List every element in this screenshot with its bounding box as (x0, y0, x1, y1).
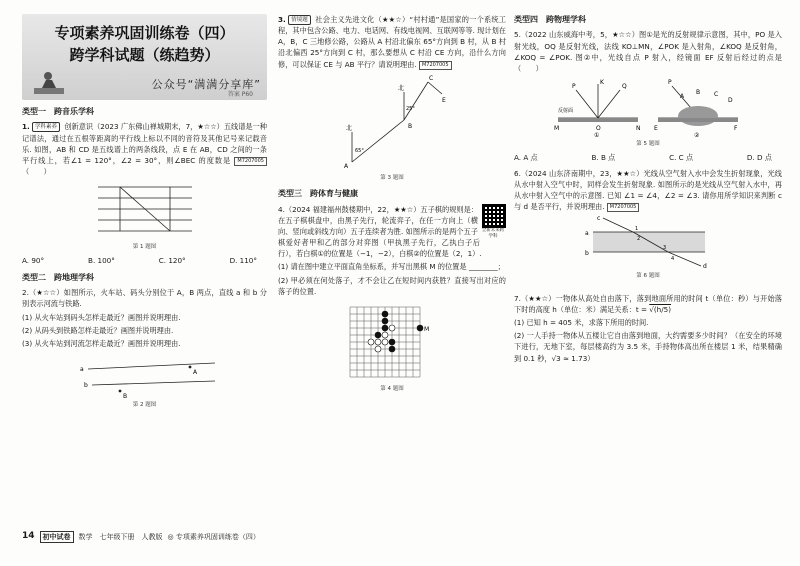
north-label-a: 北 (346, 124, 353, 132)
black-stone (382, 325, 388, 331)
question-4-part-2: (2) 甲必须在何处落子，才不会让乙在短时间内获胜？直接写出对应的落子的位置. (278, 275, 506, 296)
question-2-part-2: (2) 从码头到铁路怎样走最近？画图并说明理由. (22, 325, 174, 335)
answer-page-ref: 答案 P60 (227, 91, 253, 98)
label-o: O (596, 125, 601, 133)
page-footer (22, 530, 260, 544)
point-b-label: B (122, 393, 127, 400)
question-text: 7.（★★☆）一物体从高处自由落下，落到地面所用的时间 t（单位：秒）与开始落下时的高度 h（单位：米）满足关系：t = (514, 293, 782, 314)
question-6 (514, 168, 782, 213)
question-3 (278, 14, 506, 70)
label-p2: P (668, 79, 672, 87)
white-stone (368, 339, 374, 345)
question-7-part-2: (2) 一人手持一物体从五楼让它自由落到地面，大约需要多少时间？（在安全的环境下进行，无地下室，每层楼高约为 3.5 米，手持物体高出所在楼层 1 米，结果精确到 0.1 秒，√3 ≈ 1.73） (514, 331, 782, 363)
choice-b[interactable]: B. 100° (88, 255, 115, 265)
section-heading-sports: 类型三 跨体育与健康 (278, 189, 358, 199)
line-a-label: a (585, 230, 589, 238)
column-middle (278, 14, 506, 396)
angle-65-label: 65° (355, 147, 364, 154)
question-number: 3. (278, 15, 286, 24)
angle-2-label: 2 (637, 236, 641, 243)
label-k: K (600, 79, 604, 87)
question-text: 创新意识（2023 广东佛山禅城期末，7，★☆☆）五线谱是一种记谱法，通过在五根等距离的平行线上标以不同的音符及其他记号来记载音乐. 如图，AB 和 CD 是五线谱上的两条线段，点 E 在 AB，CD 之间的一条平行线上，若∠1 = 120°，∠2 = 30°，则∠BEC 的度数是 (22, 122, 267, 165)
figure-3-caption: 第 3 题图 (380, 174, 404, 181)
figure-5-caption: 第 5 题图 (636, 141, 660, 148)
figure-2-caption: 第 2 题图 (132, 402, 157, 409)
white-stone (382, 339, 388, 345)
figure-circled-2: ② (694, 132, 700, 139)
choice-c[interactable]: C. C 点 (669, 152, 694, 162)
label-n: N (636, 125, 641, 133)
line-b-label: b (585, 250, 589, 258)
angle-4-label: 4 (671, 256, 675, 263)
subject-tag: 学科素养 (32, 122, 60, 132)
question-code: M7207005 (419, 61, 452, 70)
black-stone (389, 346, 395, 352)
reflection-figure (548, 76, 748, 138)
label-p1: P (572, 83, 576, 91)
river-rail-figure (70, 355, 220, 399)
white-stone (375, 339, 381, 345)
worksheet-title: 专项素养巩固训练卷（四） (54, 24, 235, 42)
worksheet-subtitle: 跨学科试题（练趋势） (69, 46, 220, 64)
question-number: 1. (22, 122, 30, 132)
white-stone (389, 325, 395, 331)
question-1-choices (22, 255, 267, 266)
black-stone (375, 332, 381, 338)
question-4-part-1: (1) 请在图中建立平面直角坐标系，并写出黑棋 M 的位置是 ________； (278, 262, 505, 272)
black-m-label: M (424, 325, 430, 333)
answer-blank: （ ） (22, 167, 51, 177)
figure-6-caption: 第 6 题图 (636, 273, 660, 280)
staff-figure (90, 179, 200, 241)
qr-caption: 全新未来跨学科 (481, 227, 505, 239)
black-stone (389, 339, 395, 345)
label-f: F (734, 125, 738, 133)
question-2 (22, 287, 267, 309)
header-banner (22, 14, 267, 100)
white-stone (375, 346, 381, 352)
section-heading-music: 类型一 跨音乐学科 (22, 107, 94, 116)
section-label: ◎ 专项素养巩固训练卷（四） (167, 532, 260, 541)
point-e-label: E (442, 96, 446, 104)
choice-d[interactable]: D. 110° (229, 255, 257, 265)
angle-3-label: 3 (663, 245, 667, 252)
question-1 (22, 121, 267, 177)
question-text: 2.（★☆☆）如图所示，火车站、码头分别位于 A，B 两点，直线 a 和 b 分别表示河流与铁路. (22, 288, 267, 309)
label-q: Q (622, 83, 627, 91)
question-text: 社会主义先进文化（★★☆）“村村通”是国家的一个系统工程，其中包含公路、电力、电话网、有线电视网、互联网等等. 现计划在 A，B，C 三地修公路，公路从 A 村沿北偏东 65°方向到 B 村，从 B 村沿北偏西 25°方向到 C 村，那么要想从 C 村沿 CE 方向，沿什么方向修，可以保证 CE 与 AB 平行？请说明理由. (278, 15, 506, 69)
point-b-label: B (408, 122, 413, 130)
black-stone (382, 318, 388, 324)
column-right (514, 14, 782, 366)
label-a: A (680, 93, 685, 101)
line-c-label: c (597, 215, 601, 223)
formula: √(h/5) (649, 304, 672, 314)
point-c-label: C (429, 74, 434, 82)
label-e: E (654, 125, 658, 133)
label-c: C (714, 91, 719, 99)
angle-25-label: 25° (406, 105, 415, 112)
mirror-label: 反射面 (558, 108, 574, 115)
refraction-figure (573, 214, 723, 270)
line-d-label: d (703, 263, 707, 271)
figure-1-caption: 第 1 题图 (132, 244, 157, 251)
wechat-watermark: 公众号“满满分享库” (151, 78, 261, 91)
gomoku-board-figure (344, 303, 440, 383)
choice-d[interactable]: D. D 点 (746, 152, 772, 162)
choice-c[interactable]: C. 120° (158, 255, 186, 265)
choice-a[interactable]: A. A 点 (514, 152, 538, 162)
page-number: 14 (22, 531, 35, 542)
figure-4-caption: 第 4 题图 (380, 385, 404, 392)
question-7-part-1: (1) 已知 h = 405 米，求落下所用的时间. (514, 318, 649, 328)
question-code: M7207005 (234, 157, 267, 166)
label-d: D (728, 97, 733, 105)
question-2-part-3: (3) 从火车站到河流怎样走最近？画图并说明理由. (22, 338, 181, 348)
line-a-label: a (79, 366, 84, 374)
north-label-b: 北 (398, 84, 405, 92)
brand-badge: 初中试卷 (40, 531, 74, 544)
question-text: 5.（2022 山东威海中考，5，★☆☆）图①是光的反射规律示意图，其中，PO 是入射光线，OQ 是反射光线，法线 KO⊥MN，∠POK 是入射角，∠KOQ 是反射角，∠KOQ = ∠POK. 图②中，光线自点 P 射入，经镜面 EF 反射后经过的点是 (514, 30, 782, 62)
column-left (22, 0, 267, 413)
question-code: M7207005 (607, 203, 640, 212)
label-m: M (554, 125, 560, 133)
point-a-label: A (344, 162, 349, 170)
black-stone (417, 325, 423, 331)
question-2-part-1: (1) 从火车站到码头怎样走最近？画图并说明理由. (22, 312, 181, 322)
qr-code-image[interactable] (482, 204, 506, 228)
question-4: 4.（2024 福建福州鼓楼期中，22，★★☆）五子棋的规则是：在五子棋棋盘中，由黑子先行，轮流弈子，在任一方向上（横向、竖向或斜线方向）五子连续者为胜. 如图所示的是两个五子棋爱好者甲和乙的部分对弈图（甲执黑子先行，乙执白子后行），若白棋①的位置是（−1，−2），白棋②的位置是（2，1）. (278, 204, 482, 259)
village-road-figure (332, 72, 452, 172)
choice-b[interactable]: B. B 点 (591, 152, 616, 162)
reading-figure-illustration (30, 68, 74, 98)
white-stone (382, 332, 388, 338)
angle-1-label: 1 (635, 226, 639, 233)
answer-blank: （ ） (514, 63, 543, 73)
point-a-label: A (192, 369, 197, 377)
black-stone (382, 311, 388, 317)
question-7 (514, 293, 782, 315)
question-text: 6.（2024 山东济南期中，23，★★☆）光线从空气射入水中会发生折射现象，光线从水中射入空气中时，同样会发生折射现象. 如图所示的是光线从空气射入水中，再从水中射入空气中的示意图. 已知 ∠1 = ∠4，∠2 = ∠3. 请你用所学知识来判断 c 与 d 是否平行，并说明理由. (514, 168, 782, 212)
figure-circled-1: ① (594, 132, 600, 139)
choice-a[interactable]: A. 90° (22, 255, 45, 265)
question-5 (514, 29, 782, 74)
section-heading-physics: 类型四 跨物理学科 (514, 15, 586, 24)
subject-tag: 情境题 (288, 15, 311, 25)
subject-label: 数学 七年级下册 人教版 (78, 532, 163, 541)
section-heading-geography: 类型二 跨地理学科 (22, 272, 94, 282)
label-b: B (696, 89, 701, 97)
question-5-choices (514, 152, 782, 163)
line-b-label: b (83, 382, 88, 390)
